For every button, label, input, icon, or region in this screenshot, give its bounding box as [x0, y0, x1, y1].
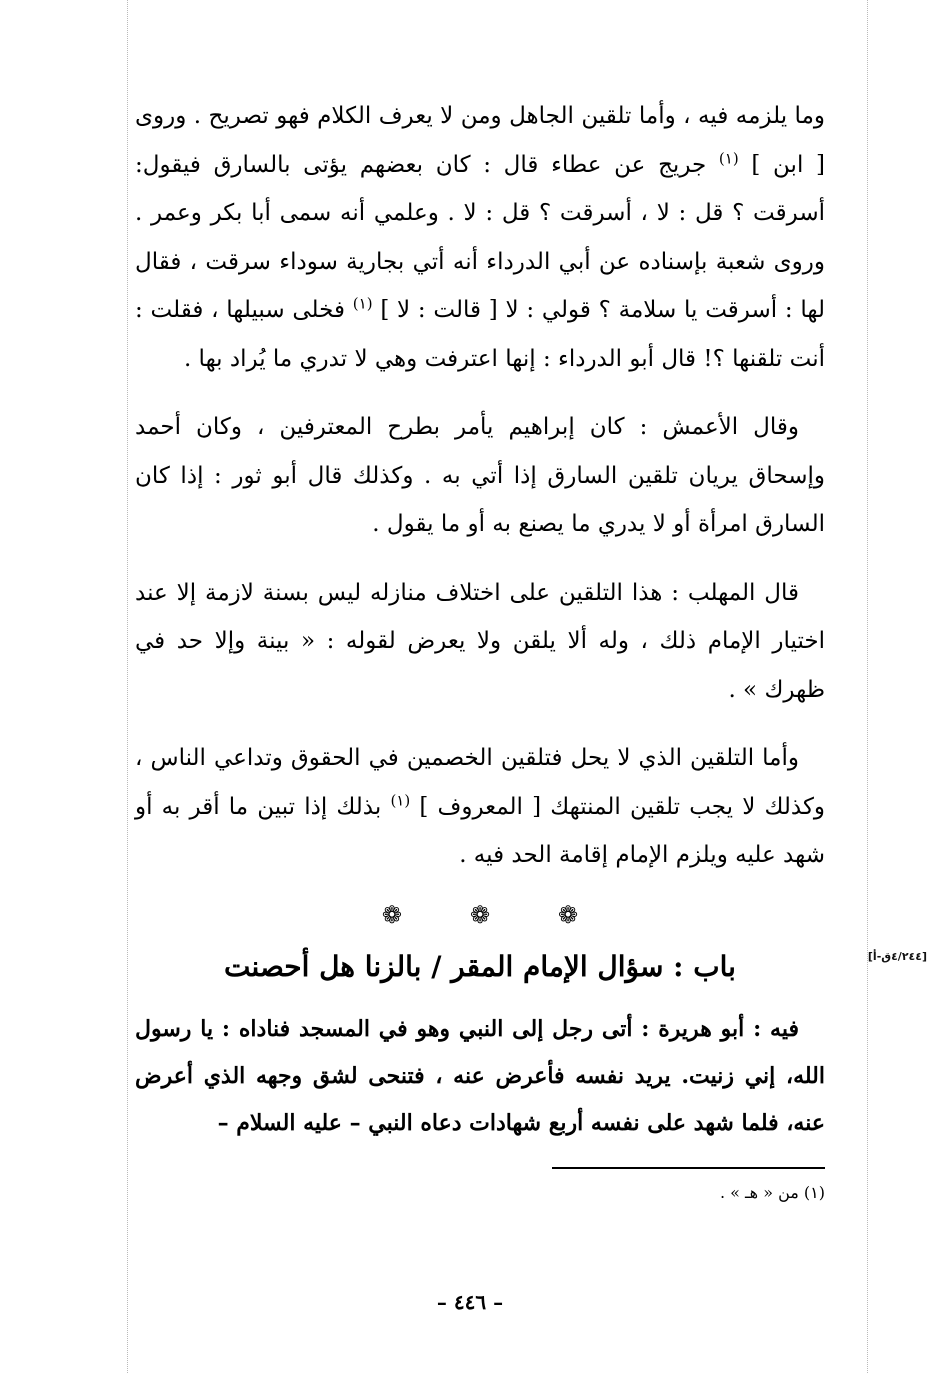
paragraph-4-part-1: وأما التلقين الذي لا يحل فتلقين الخصمين في الحقوق وتداعي الناس ، وكذلك لا يجب تلقين المنتهك [ المعروف ] — [135, 745, 825, 820]
section-separator — [135, 900, 825, 930]
paragraph-3: قال المهلب : هذا التلقين على اختلاف منازله ليس بسنة لازمة إلا عند اختيار الإمام ذلك ، وله ألا يلقن ولا يعرض لقوله : « بينة وإلا حد في ظهرك » . — [135, 579, 825, 703]
paragraph-1-part-1: وما يلزمه فيه ، وأما تلقين الجاهل ومن لا يعرف الكلام فهو تصريح . وروى [ ابن ] — [135, 103, 825, 178]
ornament-star-icon: ❁ — [469, 900, 491, 929]
paragraph-1-part-2: جريج عن عطاء قال : كان بعضهم يؤتى بالسارق فيقول: أسرقت ؟ قل : لا ، أسرقت ؟ قل : لا . وعلمي أنه سمى أبا بكر وعمر . وروى شعبة بإسناده عن أبي الدرداء أنه أتي بجارية سوداء سرقت ، فقال لها : أسرقت يا سلامة ؟ قولي : لا [ قالت : لا ] — [135, 151, 825, 323]
paragraph-4 — [135, 734, 825, 880]
page-number: – ٤٤٦ – — [436, 1290, 504, 1314]
paragraph-4-part-2: بذلك إذا تبين ما أقر به أو شهد عليه ويلزم الإمام إقامة الحد فيه . — [135, 793, 825, 868]
footnote-marker: (١) — [352, 294, 373, 313]
chapter-heading-text: باب : سؤال الإمام المقر / بالزنا هل أحصنت — [224, 949, 736, 983]
footnote-divider — [552, 1167, 825, 1169]
footnote-marker: (١) — [390, 790, 411, 809]
chapter-heading — [135, 942, 927, 992]
ornament-star-icon: ❁ — [381, 900, 402, 929]
footnote-marker: (١) — [718, 148, 739, 167]
paragraph-2: وقال الأعمش : كان إبراهيم يأمر بطرح المعترفين ، وكان أحمد وإسحاق يريان تلقين السارق إذا أتي به . وكذلك قال أبو ثور : إذا كان السارق امرأة أو لا يدري ما يصنع به أو ما يقول . — [135, 414, 825, 537]
right-margin-guide — [867, 0, 868, 1373]
paragraph-1-part-3: فخلى سبيلها ، فقلت : أنت تلقنها ؟! قال أبو الدرداء : إنها اعترفت وهي لا تدري ما يُراد بها . — [135, 297, 825, 372]
hadith-paragraph: فيه : أبو هريرة : أتى رجل إلى النبي وهو في المسجد فناداه : يا رسول الله، إني زنيت. يريد نفسه فأعرض عنه ، فتنحى لشق وجهه الذي أعرض عنه، فلما شهد على نفسه أربع شهادات دعاه النبي – عليه السلام – — [135, 1015, 825, 1136]
paragraph-1 — [135, 92, 825, 383]
manuscript-reference: [٤/٢٤٤ق-أ] — [867, 949, 927, 963]
footnote: (١) من « هـ » . — [719, 1182, 825, 1202]
page-body — [135, 92, 927, 1207]
ornament-star-icon: ❁ — [558, 900, 579, 929]
left-margin-guide — [127, 0, 128, 1373]
